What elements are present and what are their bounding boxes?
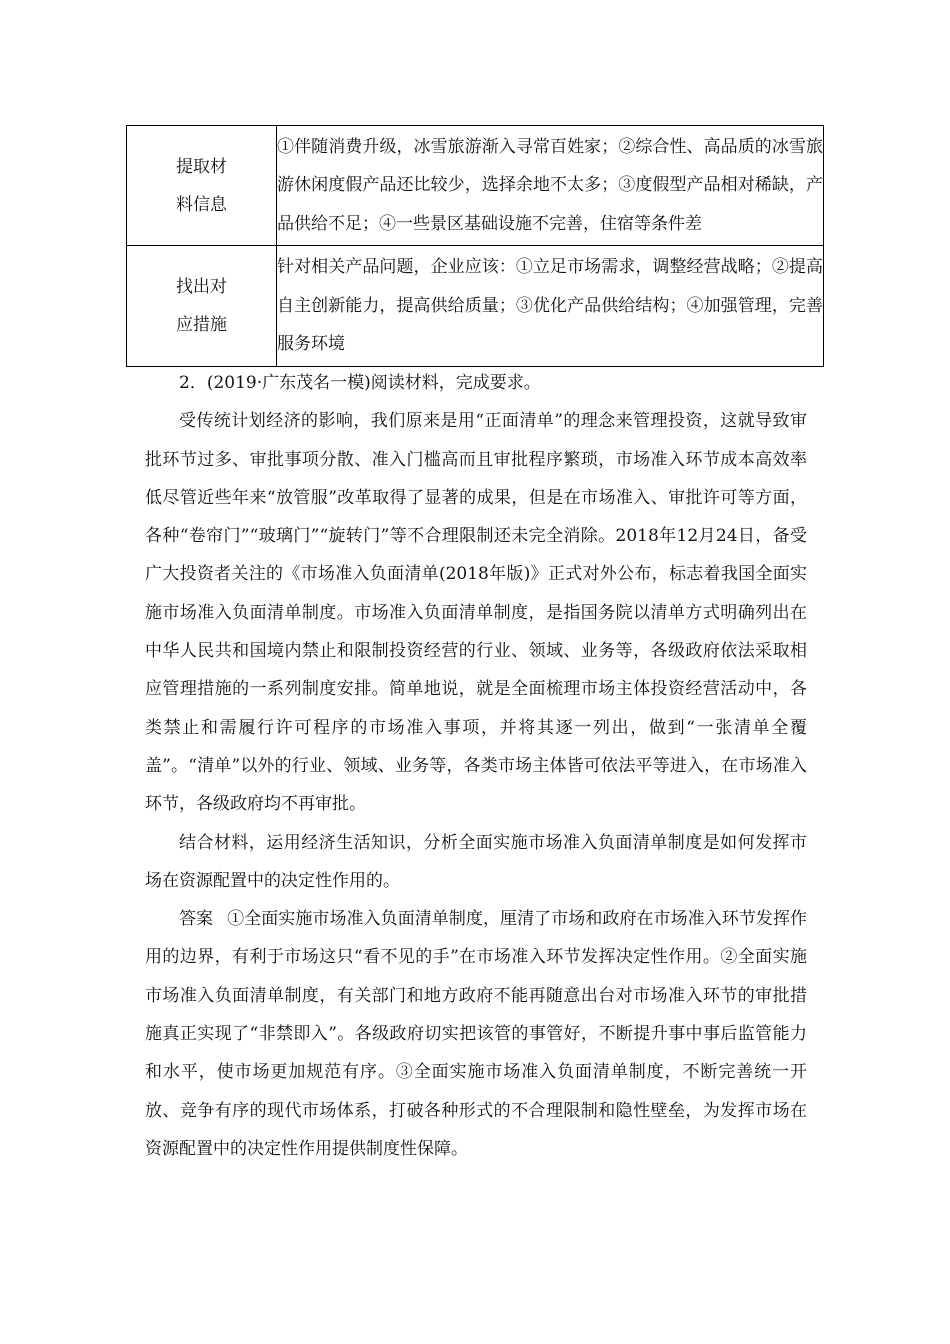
row-label-cell <box>127 246 277 367</box>
question-body <box>145 364 807 1168</box>
row-label-cell <box>127 126 277 246</box>
answer-text: ①全面实施市场准入负面清单制度，厘清了市场和政府在市场准入环节发挥作用的边界，有利于市场这只“看不见的手”在市场准入环节发挥决定性作用。②全面实施市场准入负面清单制度，有关部门和地方政府不能再随意出台对市场准入环节的审批措施真正实现了“非禁即入”。各级政府切实把该管的事管好，不断提升事中事后监管能力和水平，使市场更加规范有序。③全面实施市场准入负面清单制度，不断完善统一开放、竞争有序的现代市场体系，打破各种形式的不合理限制和隐性壁垒，为发挥市场在资源配置中的决定性作用提供制度性保障。 <box>145 909 808 1159</box>
row-label-line: 找出对 <box>176 277 227 297</box>
question-title: 2．(2019·广东茂名一模)阅读材料，完成要求。 <box>179 373 541 393</box>
row-label-line: 应措施 <box>176 315 227 335</box>
answer-paragraph <box>145 900 807 1168</box>
table-row <box>127 246 824 367</box>
table-row <box>127 126 824 246</box>
info-table <box>126 125 824 367</box>
answer-label: 答案 <box>179 909 214 930</box>
row-label-line: 提取材 <box>176 156 227 177</box>
requirement-paragraph: 结合材料，运用经济生活知识，分析全面实施市场准入负面清单制度是如何发挥市场在资源配置中的决定性作用的。 <box>145 832 807 891</box>
material-paragraph: 受传统计划经济的影响，我们原来是用“正面清单”的理念来管理投资，这就导致审批环节过多、审批事项分散、准入门槛高而且审批程序繁琐，市场准入环节成本高效率低尽管近些年来“放管服”改革取得了显著的成果，但是在市场准入、审批许可等方面，各种“卷帘门”“玻璃门”“旋转门”等不合理限制还未完全消除。2018年12月24日，备受广大投资者关注的《市场准入负面清单(2018年版)》正式对外公布，标志着我国全面实施市场准入负面清单制度。市场准入负面清单制度，是指国务院以清单方式明确列出在中华人民共和国境内禁止和限制投资经营的行业、领域、业务等，各级政府依法采取相应管理措施的一系列制度安排。简单地说，就是全面梳理市场主体投资经营活动中，各类禁止和需履行许可程序的市场准入事项，并将其逐一列出，做到“一张清单全覆盖”。“清单”以外的行业、领域、业务等，各类市场主体皆可依法平等进入，在市场准入环节，各级政府均不再审批。 <box>145 411 807 815</box>
row-label-line: 料信息 <box>176 194 227 215</box>
row-content-cell: 针对相关产品问题，企业应该：①立足市场需求，调整经营战略；②提高自主创新能力，提高供给质量；③优化产品供给结构；④加强管理，完善服务环境 <box>277 246 824 367</box>
row-content-cell: ①伴随消费升级，冰雪旅游渐入寻常百姓家；②综合性、高品质的冰雪旅游休闲度假产品还比较少，选择余地不太多；③度假型产品相对稀缺，产品供给不足；④一些景区基础设施不完善，住宿等条件差 <box>277 126 824 246</box>
